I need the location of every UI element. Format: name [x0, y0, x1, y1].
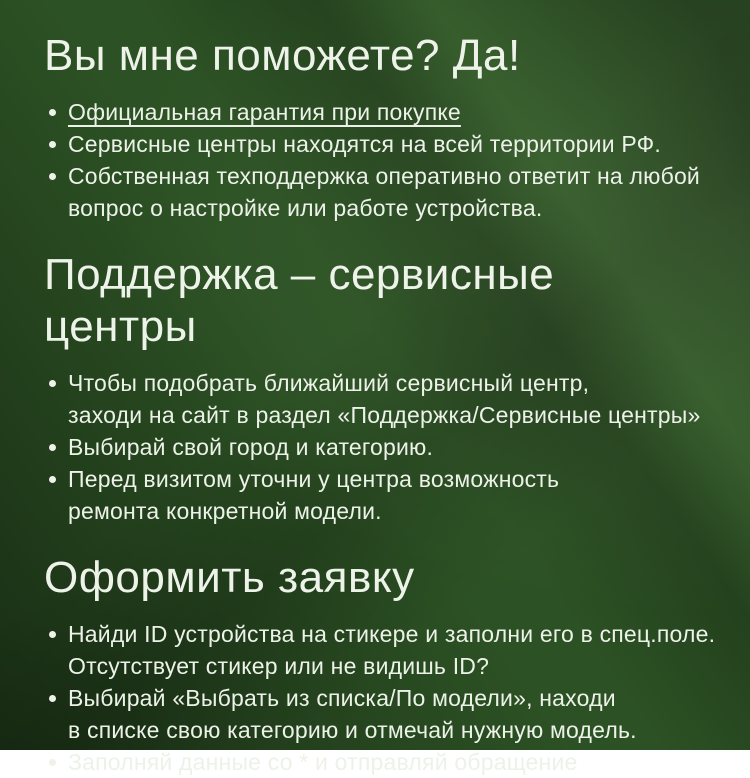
bullet-line: Чтобы подобрать ближайший сервисный центр,: [68, 370, 590, 396]
section-service-centers: [44, 249, 706, 527]
bullet-line: ремонта конкретной модели.: [68, 498, 382, 524]
bullet-line: Сервисные центры находятся на всей территории РФ.: [68, 131, 661, 157]
bullet-line: в списке свою категорию и отмечай нужную модель.: [68, 717, 637, 743]
bullet-line: вопрос о настройке или работе устройства.: [68, 195, 543, 221]
bullet-dot-icon: [49, 476, 56, 483]
bullet-line: Найди ID устройства на стикере и заполни его в спец.поле.: [68, 621, 716, 647]
bullet-item: [44, 746, 706, 778]
bullet-item: [44, 431, 706, 463]
bullet-line: Официальная гарантия при покупке: [68, 99, 461, 125]
bullet-line: Заполняй данные со * и отправляй обращение: [68, 749, 578, 775]
section-service-centers-bullet-list: [44, 367, 706, 527]
bullet-item: [44, 682, 706, 746]
bullet-item: [44, 96, 706, 128]
bullet-line: Собственная техподдержка оперативно ответит на любой: [68, 163, 700, 189]
bullet-line: Перед визитом уточни у центра возможность: [68, 466, 560, 492]
bullet-line: Отсутствует стикер или не видишь ID?: [68, 653, 490, 679]
section-service-centers-heading: Поддержка – сервисные центры: [44, 250, 555, 351]
bullet-item: [44, 128, 706, 160]
bullet-dot-icon: [49, 109, 56, 116]
section-help-heading: Вы мне поможете? Да!: [44, 31, 521, 80]
section-submit-request-heading: Оформить заявку: [44, 553, 415, 602]
bullet-dot-icon: [49, 380, 56, 387]
section-help-bullet-list: [44, 96, 706, 224]
bullet-dot-icon: [49, 759, 56, 766]
bullet-dot-icon: [49, 173, 56, 180]
bullet-item: [44, 367, 706, 431]
bullet-dot-icon: [49, 631, 56, 638]
bullet-item: [44, 618, 716, 682]
bullet-dot-icon: [49, 141, 56, 148]
bullet-dot-icon: [49, 444, 56, 451]
section-submit-request-bullet-list: [44, 618, 716, 778]
bullet-item: [44, 463, 706, 527]
bullet-line: заходи на сайт в раздел «Поддержка/Сервисные центры»: [68, 402, 701, 428]
bullet-line: Выбирай свой город и категорию.: [68, 434, 434, 460]
bullet-dot-icon: [49, 695, 56, 702]
bullet-line: Выбирай «Выбрать из списка/По модели», находи: [68, 685, 616, 711]
bullet-item: [44, 160, 706, 224]
section-submit-request: [44, 552, 716, 778]
section-help: [44, 30, 706, 224]
